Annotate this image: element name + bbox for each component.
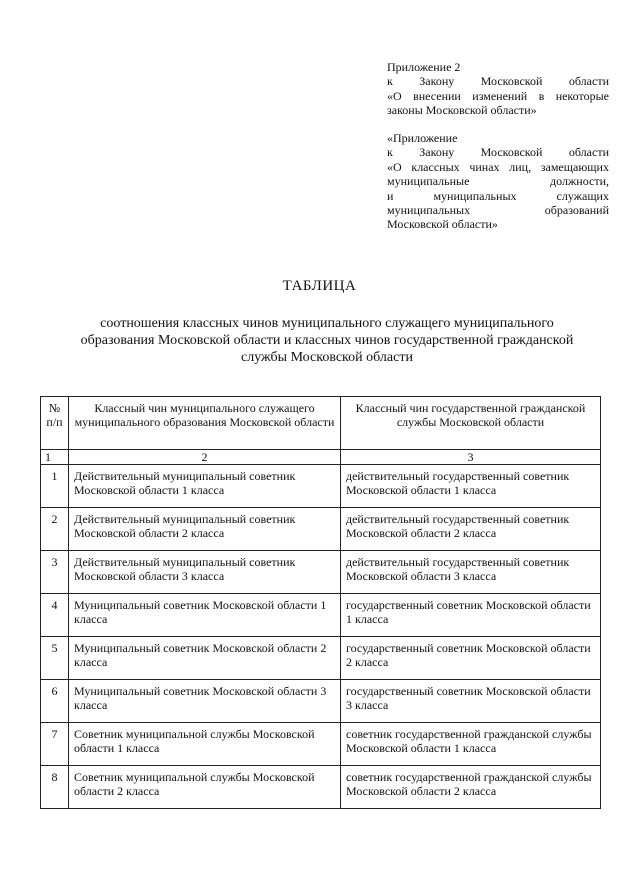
state-rank: действительный государственный советник Московской области 3 класса bbox=[341, 551, 601, 594]
appendix-2-line-2 bbox=[387, 145, 609, 159]
word: Закону bbox=[419, 145, 455, 160]
document-subtitle: соотношения классных чинов муниципального служащего муниципального образования Московской области и классных чинов государственной гражданской службы Московской области bbox=[80, 316, 574, 365]
table-numbering-row bbox=[41, 450, 601, 465]
word: классных bbox=[411, 159, 460, 174]
row-number: 2 bbox=[41, 508, 69, 551]
appendix-1-line-3 bbox=[387, 89, 609, 103]
header-municipal-rank: Классный чин муниципального служащего муниципального образования Московской области bbox=[69, 397, 341, 450]
appendix-2-line-4 bbox=[387, 174, 609, 188]
municipal-rank: Советник муниципальной службы Московской области 1 класса bbox=[69, 723, 341, 766]
word: «О bbox=[387, 159, 402, 174]
word: должности, bbox=[550, 174, 609, 189]
row-number: 4 bbox=[41, 594, 69, 637]
word: к bbox=[387, 74, 393, 89]
word: Закону bbox=[419, 74, 455, 89]
header-state-rank: Классный чин государственной гражданской службы Московской области bbox=[341, 397, 601, 450]
state-rank: государственный советник Московской области 2 класса bbox=[341, 637, 601, 680]
word: «О bbox=[387, 88, 402, 103]
document-title: ТАБЛИЦА bbox=[282, 278, 357, 294]
word: области bbox=[568, 74, 609, 89]
municipal-rank: Муниципальный советник Московской области 2 класса bbox=[69, 637, 341, 680]
state-rank: государственный советник Московской области 3 класса bbox=[341, 680, 601, 723]
word: Московской bbox=[480, 74, 543, 89]
row-number: 8 bbox=[41, 766, 69, 809]
table-row bbox=[41, 723, 601, 766]
word: и bbox=[387, 188, 394, 203]
municipal-rank: Действительный муниципальный советник Московской области 1 класса bbox=[69, 465, 341, 508]
appendix-1-line-2 bbox=[387, 74, 609, 88]
word: чинах bbox=[469, 159, 500, 174]
table-row bbox=[41, 766, 601, 809]
word: Московской bbox=[480, 145, 543, 160]
row-number: 5 bbox=[41, 637, 69, 680]
municipal-rank: Муниципальный советник Московской области 1 класса bbox=[69, 594, 341, 637]
column-number: 3 bbox=[341, 450, 601, 465]
word: области bbox=[568, 145, 609, 160]
state-rank: действительный государственный советник Московской области 1 класса bbox=[341, 465, 601, 508]
word: в bbox=[538, 88, 545, 103]
word: замещающих bbox=[540, 159, 609, 174]
appendix-2-line-1: «Приложение bbox=[387, 131, 458, 145]
word: изменений bbox=[472, 88, 528, 103]
state-rank: советник государственной гражданской службы Московской области 1 класса bbox=[341, 723, 601, 766]
table-row bbox=[41, 637, 601, 680]
municipal-rank: Муниципальный советник Московской области 3 класса bbox=[69, 680, 341, 723]
word: муниципальных bbox=[387, 203, 471, 218]
appendix-2-line-3 bbox=[387, 160, 609, 174]
appendix-1-line-4: законы Московской области» bbox=[387, 103, 537, 118]
municipal-rank: Действительный муниципальный советник Московской области 3 класса bbox=[69, 551, 341, 594]
table-row bbox=[41, 508, 601, 551]
appendix-2-line-6 bbox=[387, 203, 609, 217]
word: лиц, bbox=[509, 159, 532, 174]
column-number: 2 bbox=[69, 450, 341, 465]
word: служащих bbox=[556, 188, 609, 203]
state-rank: советник государственной гражданской службы Московской области 2 класса bbox=[341, 766, 601, 809]
table-header-row bbox=[41, 397, 601, 450]
column-number: 1 bbox=[41, 450, 69, 465]
appendix-2-line-7: Московской области» bbox=[387, 217, 498, 232]
word: некоторые bbox=[555, 88, 609, 103]
appendix-2-line-5 bbox=[387, 189, 609, 203]
table-row bbox=[41, 465, 601, 508]
row-number: 1 bbox=[41, 465, 69, 508]
appendix-block-2 bbox=[387, 131, 609, 232]
row-number: 6 bbox=[41, 680, 69, 723]
header-number: № п/п bbox=[41, 397, 69, 450]
row-number: 7 bbox=[41, 723, 69, 766]
word: внесении bbox=[413, 88, 461, 103]
word: к bbox=[387, 145, 393, 160]
table-row bbox=[41, 680, 601, 723]
table-row bbox=[41, 551, 601, 594]
municipal-rank: Советник муниципальной службы Московской области 2 класса bbox=[69, 766, 341, 809]
word: муниципальных bbox=[433, 188, 517, 203]
municipal-rank: Действительный муниципальный советник Московской области 2 класса bbox=[69, 508, 341, 551]
state-rank: действительный государственный советник Московской области 2 класса bbox=[341, 508, 601, 551]
row-number: 3 bbox=[41, 551, 69, 594]
word: образований bbox=[544, 203, 609, 218]
appendix-block-1 bbox=[387, 60, 609, 118]
rank-correspondence-table bbox=[40, 396, 601, 809]
table-row bbox=[41, 594, 601, 637]
word: муниципальные bbox=[387, 174, 470, 189]
appendix-1-line-1: Приложение 2 bbox=[387, 60, 461, 74]
state-rank: государственный советник Московской области 1 класса bbox=[341, 594, 601, 637]
